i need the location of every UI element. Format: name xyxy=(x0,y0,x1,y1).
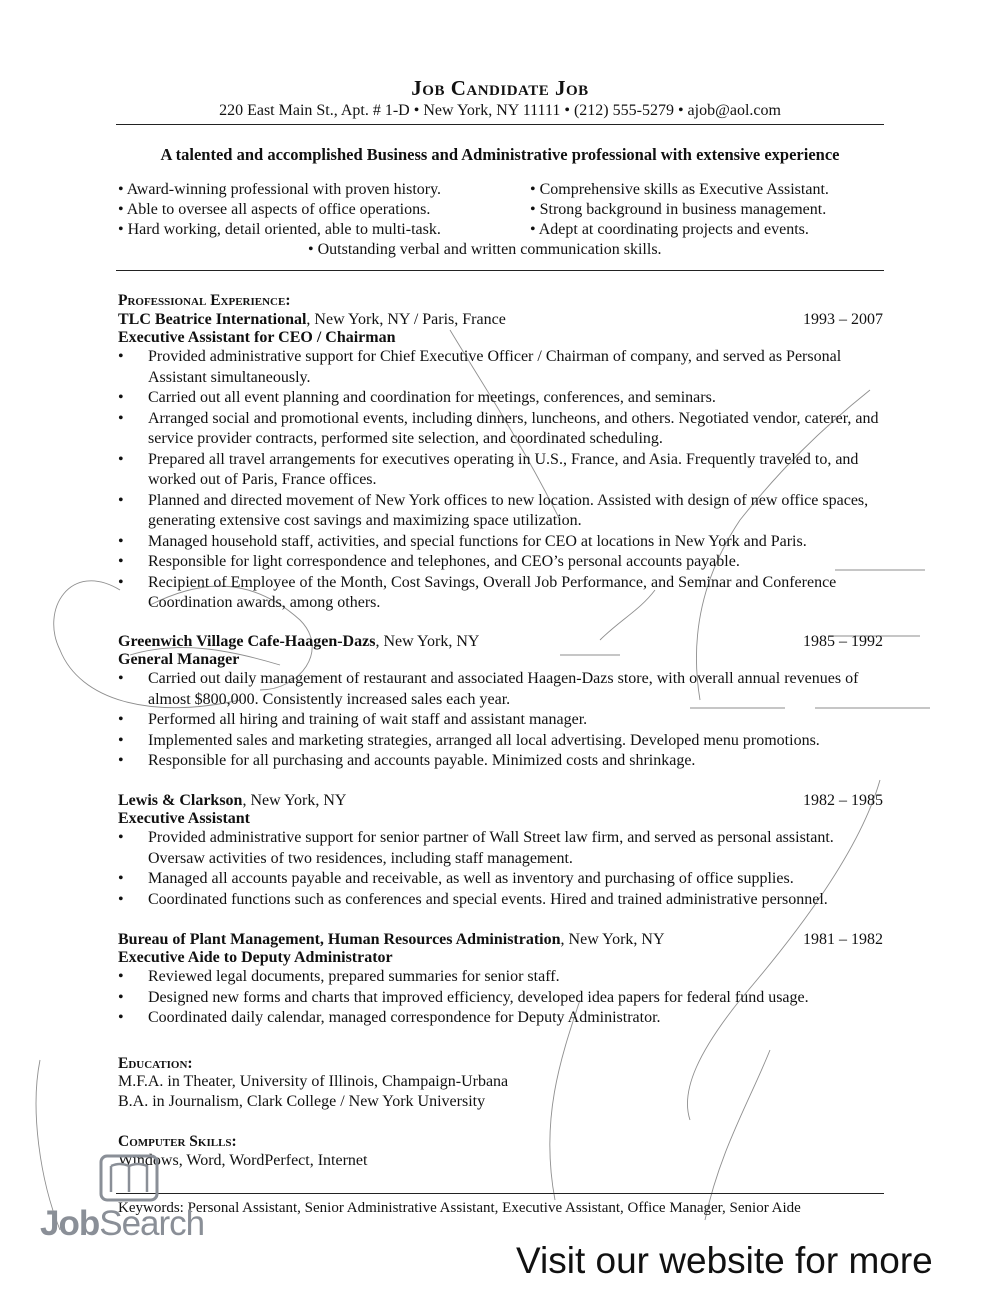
duty-item: • Performed all hiring and training of wait staff and assistant manager. xyxy=(118,710,883,731)
job-duties xyxy=(118,967,883,1029)
duty-item: • Carried out all event planning and coordination for meetings, conferences, and seminars. xyxy=(118,388,883,409)
visit-website-banner[interactable]: Visit our website for more xyxy=(516,1240,933,1281)
job-duties xyxy=(118,347,883,614)
skills-line: Windows, Word, WordPerfect, Internet xyxy=(118,1152,368,1169)
keywords-line: Keywords: Personal Assistant, Senior Administrative Assistant, Executive Assistant, Office Manager, Senior Aide xyxy=(118,1200,801,1216)
job-company: Greenwich Village Cafe-Haagen-Dazs xyxy=(118,633,376,650)
duty-item: • Provided administrative support for Chief Executive Officer / Chairman of company, and served as Personal Assistant simultaneously. xyxy=(118,347,883,388)
job-dates: 1993 – 2007 xyxy=(803,311,883,328)
job-location: , New York, NY xyxy=(560,931,665,948)
skills-heading: Computer Skills: xyxy=(118,1133,237,1150)
job-company-line xyxy=(118,633,479,651)
summary-headline: A talented and accomplished Business and Administrative professional with extensive experience xyxy=(160,145,840,164)
logo-job: Job xyxy=(40,1204,100,1243)
job-duties xyxy=(118,828,883,910)
logo-wordmark xyxy=(40,1204,204,1244)
duty-item: • Carried out daily management of restaurant and associated Haagen-Dazs store, with overall annual revenues of almost $800,000. Consistently increased sales each year. xyxy=(118,669,883,710)
job-dates: 1985 – 1992 xyxy=(803,633,883,650)
duty-item: • Arranged social and promotional events, including dinners, luncheons, and others. Negotiated vendor, caterer, and service provider contracts, performed site selection, and coordinated scheduling. xyxy=(118,409,883,450)
summary-divider xyxy=(116,270,884,271)
candidate-name: Job Candidate Job xyxy=(411,76,589,100)
summary-point: • Award-winning professional with proven history. xyxy=(118,181,442,198)
education-item: M.F.A. in Theater, University of Illinois, Champaign-Urbana xyxy=(118,1073,509,1090)
duty-item: • Coordinated daily calendar, managed correspondence for Deputy Administrator. xyxy=(118,1008,883,1029)
summary-point: • Hard working, detail oriented, able to multi-task. xyxy=(118,221,441,238)
summary-point: • Comprehensive skills as Executive Assistant. xyxy=(530,181,829,198)
job-title: Executive Assistant for CEO / Chairman xyxy=(118,329,396,346)
job-duties xyxy=(118,669,883,772)
duty-item: • Responsible for all purchasing and accounts payable. Minimized costs and shrinkage. xyxy=(118,751,883,772)
duty-item: • Managed all accounts payable and receivable, as well as inventory and purchasing of office supplies. xyxy=(118,869,883,890)
book-icon xyxy=(95,1148,175,1208)
footer-divider xyxy=(116,1193,884,1194)
logo-search: Search xyxy=(99,1204,205,1243)
duty-item: • Prepared all travel arrangements for executives operating in U.S., France, and Asia. Frequently traveled to, and worked out of Paris, France offices. xyxy=(118,450,883,491)
job-dates: 1981 – 1982 xyxy=(803,931,883,948)
job-company: TLC Beatrice International xyxy=(118,311,307,328)
duty-item: • Reviewed legal documents, prepared summaries for senior staff. xyxy=(118,967,883,988)
education-heading: Education: xyxy=(118,1055,193,1072)
education-item: B.A. in Journalism, Clark College / New York University xyxy=(118,1093,486,1110)
summary-point: • Adept at coordinating projects and events. xyxy=(530,221,809,238)
summary-point: • Outstanding verbal and written communication skills. xyxy=(308,241,662,258)
duty-item: • Managed household staff, activities, and special functions for CEO at locations in New York and Paris. xyxy=(118,532,883,553)
duty-item: • Provided administrative support for senior partner of Wall Street law firm, and served as personal assistant. Oversaw activities of two residences, including staff management. xyxy=(118,828,883,869)
jobsearch-logo xyxy=(40,1148,220,1248)
job-title: Executive Aide to Deputy Administrator xyxy=(118,949,393,966)
contact-line: 220 East Main St., Apt. # 1-D • New York, NY 11111 • (212) 555-5279 • ajob@aol.com xyxy=(219,102,781,119)
job-location: , New York, NY xyxy=(242,792,347,809)
duty-item: • Coordinated functions such as conferences and special events. Hired and trained administrative personnel. xyxy=(118,890,883,911)
job-entry xyxy=(118,792,883,910)
summary-point: • Strong background in business management. xyxy=(530,201,827,218)
duty-item: • Designed new forms and charts that improved efficiency, developed idea papers for federal fund usage. xyxy=(118,988,883,1009)
duty-item: • Recipient of Employee of the Month, Cost Savings, Overall Job Performance, and Seminar and Conference Coordination awards, among others. xyxy=(118,573,883,614)
job-entry xyxy=(118,931,883,1029)
job-company-line xyxy=(118,792,346,810)
duty-item: • Planned and directed movement of New York offices to new location. Assisted with design of new office spaces, generating extensive cost savings and maximizing space utilization. xyxy=(118,491,883,532)
summary-point: • Able to oversee all aspects of office operations. xyxy=(118,201,431,218)
job-entry xyxy=(118,311,883,614)
job-company-line xyxy=(118,311,506,329)
job-company-line xyxy=(118,931,665,949)
job-company: Lewis & Clarkson xyxy=(118,792,243,809)
job-dates: 1982 – 1985 xyxy=(803,792,883,809)
duty-item: • Responsible for light correspondence and telephones, and CEO’s personal accounts payable. xyxy=(118,552,883,573)
experience-heading: Professional Experience: xyxy=(118,292,291,309)
job-location: , New York, NY xyxy=(375,633,480,650)
job-location: , New York, NY / Paris, France xyxy=(306,311,506,328)
job-title: Executive Assistant xyxy=(118,810,250,827)
job-title: General Manager xyxy=(118,651,240,668)
duty-item: • Implemented sales and marketing strategies, arranged all local advertising. Developed menu promotions. xyxy=(118,731,883,752)
job-company: Bureau of Plant Management, Human Resources Administration xyxy=(118,931,561,948)
job-entry xyxy=(118,633,883,772)
header-divider xyxy=(116,124,884,125)
